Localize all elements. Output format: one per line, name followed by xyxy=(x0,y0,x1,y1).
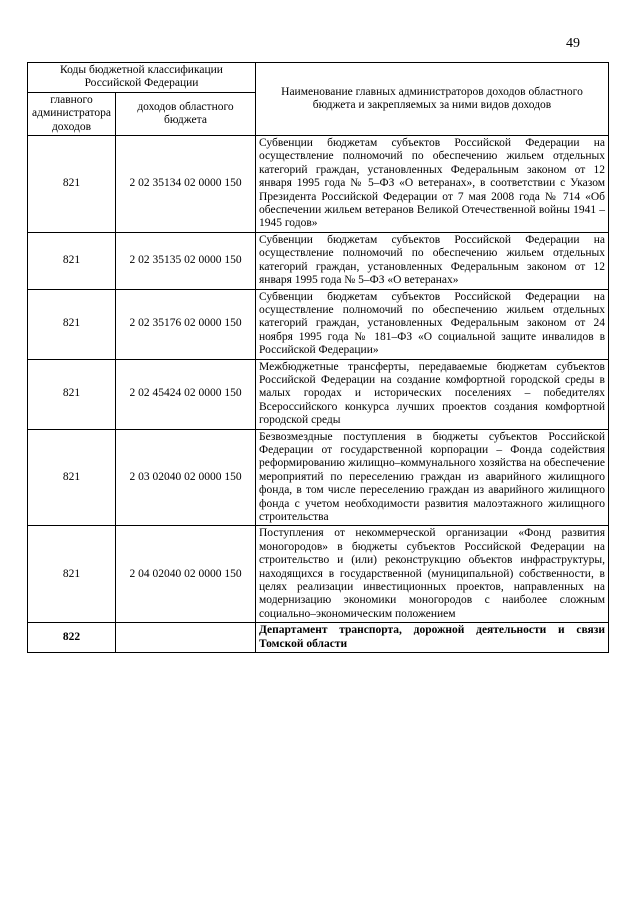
department-name-cell: Департамент транспорта, дорожной деятельности и связи Томской области xyxy=(256,623,609,653)
income-code-cell xyxy=(116,623,256,653)
income-code-cell: 2 04 02040 02 0000 150 xyxy=(116,526,256,623)
admin-code-cell: 821 xyxy=(28,526,116,623)
income-name-cell: Поступления от некоммерческой организации «Фонд развития моногородов» в бюджеты субъектов Российской Федерации на строительство и (или) реконструкцию объектов инфраструктуры, находящихся в государственной (муниципальной) собственности, в целях реализации инвестиционных проектов, направленных на модернизацию экономики моногородов с наиболее сложным социально–экономическим положением xyxy=(256,526,609,623)
income-name-cell: Субвенции бюджетам субъектов Российской Федерации на осуществление полномочий по обеспечению жильем отдельных категорий граждан, установленных Федеральным законом от 12 января 1995 года № 5–ФЗ «О ветеранах» xyxy=(256,232,609,289)
table-row xyxy=(28,429,609,526)
admin-code-cell: 821 xyxy=(28,232,116,289)
income-code-cell: 2 02 45424 02 0000 150 xyxy=(116,359,256,429)
table-row-department xyxy=(28,623,609,653)
header-name-column: Наименование главных администраторов доходов областного бюджета и закрепляемых за ними видов доходов xyxy=(256,63,609,136)
admin-code-cell: 821 xyxy=(28,289,116,359)
admin-code-cell: 821 xyxy=(28,429,116,526)
income-code-cell: 2 02 35134 02 0000 150 xyxy=(116,136,256,233)
table-row xyxy=(28,359,609,429)
income-name-cell: Межбюджетные трансферты, передаваемые бюджетам субъектов Российской Федерации на создание комфортной городской среды в малых городах и исторических поселениях – победителях Всероссийского конкурса лучших проектов создания комфортной городской среды xyxy=(256,359,609,429)
header-income-column: доходов областного бюджета xyxy=(116,92,256,135)
admin-code-cell: 821 xyxy=(28,136,116,233)
page-number: 49 xyxy=(566,36,580,51)
income-name-cell: Субвенции бюджетам субъектов Российской Федерации на осуществление полномочий по обеспечению жильем отдельных категорий граждан, установленных Федеральным законом от 24 ноября 1995 года № 181–ФЗ «О социальной защите инвалидов в Российской Федерации» xyxy=(256,289,609,359)
admin-code-cell: 821 xyxy=(28,359,116,429)
header-admin-column: главного администратора доходов xyxy=(28,92,116,135)
table-row xyxy=(28,289,609,359)
income-name-cell: Субвенции бюджетам субъектов Российской Федерации на осуществление полномочий по обеспечению жильем отдельных категорий граждан, установленных Федеральным законом от 12 января 1995 года № 5–ФЗ «О ветеранах», в соответствии с Указом Президента Российской Федерации от 7 мая 2008 года № 714 «Об обеспечении жильем ветеранов Великой Отечественной войны 1941 – 1945 годов» xyxy=(256,136,609,233)
table-row xyxy=(28,136,609,233)
income-name-cell: Безвозмездные поступления в бюджеты субъектов Российской Федерации от государственной корпорации – Фонда содействия реформированию жилищно–коммунального хозяйства на обеспечение мероприятий по переселению граждан из аварийного жилищного фонда, в том числе переселению граждан из аварийного жилищного фонда с учетом необходимости развития малоэтажного жилищного строительства xyxy=(256,429,609,526)
table-header-row xyxy=(28,63,609,93)
income-code-cell: 2 02 35176 02 0000 150 xyxy=(116,289,256,359)
income-code-cell: 2 02 35135 02 0000 150 xyxy=(116,232,256,289)
table-row xyxy=(28,526,609,623)
header-codes-group: Коды бюджетной классификации Российской Федерации xyxy=(28,63,256,93)
table-row xyxy=(28,232,609,289)
income-code-cell: 2 03 02040 02 0000 150 xyxy=(116,429,256,526)
budget-classification-table xyxy=(27,62,609,653)
admin-code-cell: 822 xyxy=(28,623,116,653)
